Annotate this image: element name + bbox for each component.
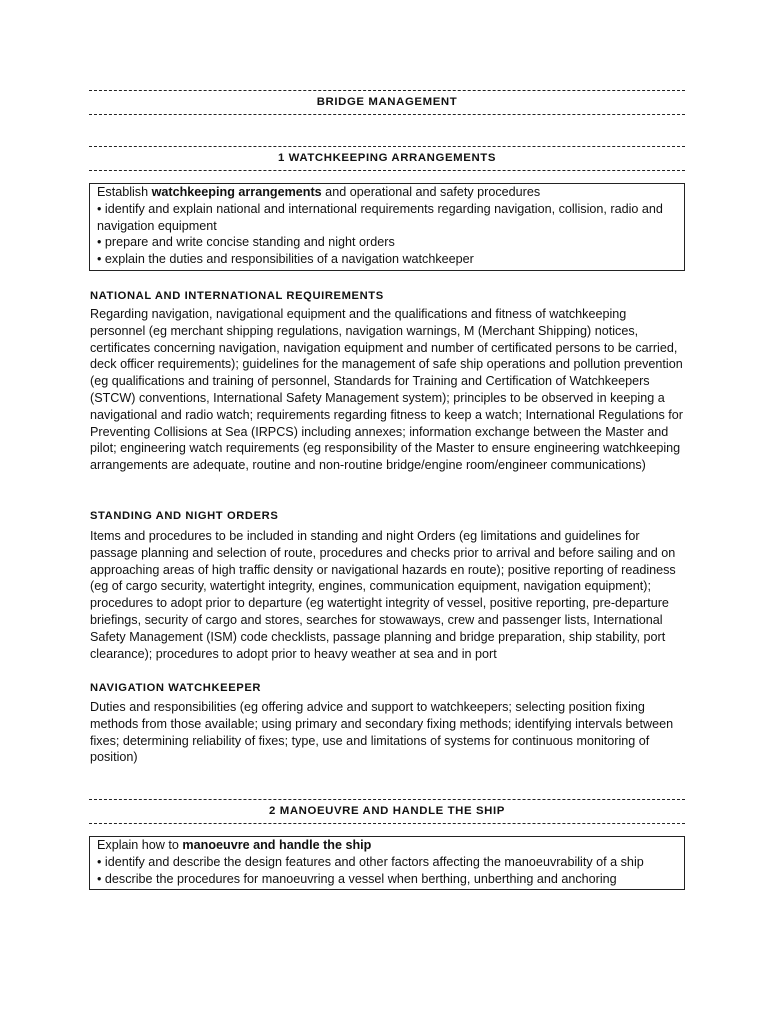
objective-bullet: • prepare and write concise standing and night orders — [97, 235, 395, 250]
subsection-body: Duties and responsibilities (eg offering advice and support to watchkeepers; selecting position fixing methods from those available; using primary and secondary fixing methods; identifying intervals between fixes; determining reliability of fixes; type, use and limitations of systems for continuous monitoring of position) — [90, 700, 674, 765]
subsection-body: Regarding navigation, navigational equipment and the qualifications and fitness of watchkeeping personnel (eg merchant shipping regulations, navigation warnings, M (Merchant Shipping) notices, certificates concerning navigation, navigation equipment and number of certificated persons to be carried, deck officer requirements); guidelines for the management of safe ship operations and pollution prevention (eg qualifications and training of personnel, Standards for Training and Certification of Watchkeepers (STCW) conventions, International Safety Management system); principles to be observed in keeping a navigational and radio watch; requirements regarding fitness to keep a watch; International Regulations for Preventing Collisions at Sea (IRPCS) including annexes; information exchange between the Master and pilot; engineering watch requirements (eg responsibility of the Master to ensure engineering watchkeeping arrangements are adequate, routine and non-routine bridge/engine room/engineer communications) — [90, 307, 683, 473]
subsection-body: Items and procedures to be included in standing and night Orders (eg limitations and guidelines for passage planning and selection of route, procedures and checks prior to arrival and before sailing and on approaching areas of high traffic density or navigational hazards en route); positive reporting of readiness (eg of cargo security, watertight integrity, engines, communication equipment, navigation equipment); procedures to adopt prior to departure (eg watertight integrity of vessel, positive reporting, pre-departure briefings, security of cargo and stores, searches for stowaways, crew and passenger lists, International Safety Management (ISM) code checklists, passage planning and bridge preparation, ship stability, port clearance); procedures to adopt prior to heavy weather at sea and in port — [90, 529, 676, 661]
subsection-heading: NAVIGATION WATCHKEEPER — [90, 682, 262, 694]
document-title: BRIDGE MANAGEMENT — [316, 96, 458, 108]
objective-intro — [97, 184, 677, 201]
section-2-heading: 2 MANOEUVRE AND HANDLE THE SHIP — [269, 805, 505, 817]
objective-bullet: • explain the duties and responsibilities of a navigation watchkeeper — [97, 252, 474, 267]
intro-suffix: and operational and safety procedures — [321, 185, 541, 199]
section-1-heading: 1 WATCHKEEPING ARRANGEMENTS — [277, 152, 497, 164]
intro-prefix: Establish — [97, 185, 152, 199]
dashed-rule — [89, 114, 685, 115]
dashed-rule — [89, 170, 685, 171]
subsection-heading: STANDING AND NIGHT ORDERS — [90, 510, 279, 522]
objective-intro — [97, 837, 677, 854]
dashed-rule — [89, 823, 685, 824]
section-1-heading-block — [89, 146, 685, 171]
intro-prefix: Explain how to — [97, 838, 183, 852]
section-1-objectives-box — [89, 183, 685, 271]
intro-bold: watchkeeping arrangements — [151, 185, 322, 199]
objective-bullet: • identify and describe the design features and other factors affecting the manoeuvrability of a ship — [97, 854, 644, 869]
section-2-heading-block — [89, 799, 685, 824]
intro-bold: manoeuvre and handle the ship — [182, 838, 372, 852]
objective-bullet: • describe the procedures for manoeuvring a vessel when berthing, unberthing and anchoring — [97, 871, 617, 886]
subsection-heading: NATIONAL AND INTERNATIONAL REQUIREMENTS — [90, 290, 384, 302]
section-2-objectives-box — [89, 836, 685, 890]
document-title-block — [89, 90, 685, 115]
objective-bullet: • identify and explain national and international requirements regarding navigation, collision, radio and navigation equipment — [97, 201, 663, 233]
